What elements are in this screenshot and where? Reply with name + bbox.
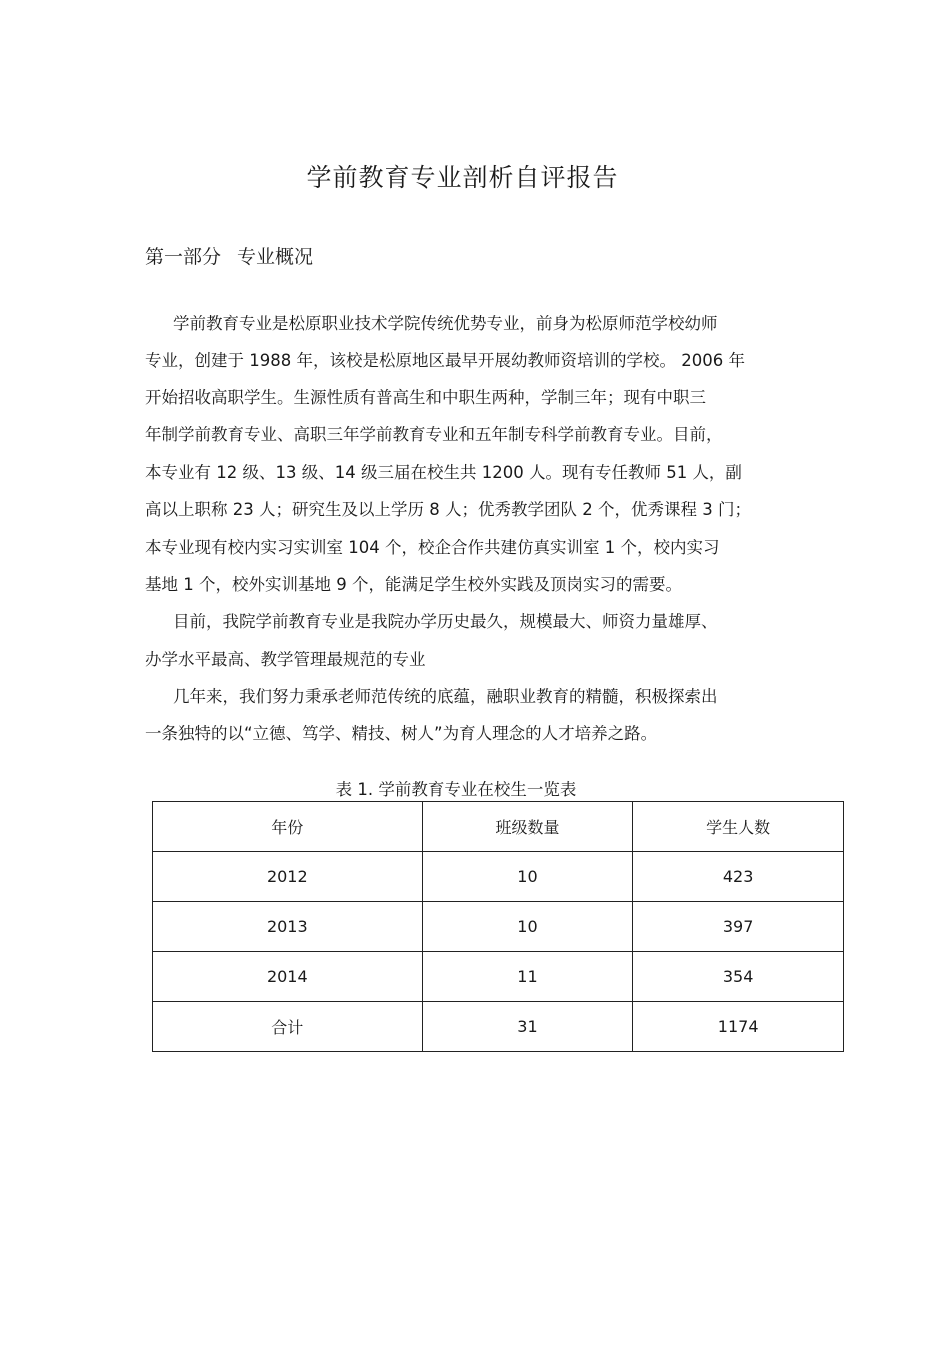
cell-class-count: 10	[422, 902, 633, 952]
paragraph-line: 年制学前教育专业、高职三年学前教育专业和五年制专科学前教育专业。目前，	[145, 425, 723, 444]
paragraph-line: 一条独特的以“立德、笃学、精技、树人”为育人理念的人才培养之路。	[145, 724, 658, 743]
cell-year: 2013	[153, 902, 423, 952]
cell-year: 2014	[153, 952, 423, 1002]
section-heading	[145, 242, 313, 269]
cell-class-count: 10	[422, 852, 633, 902]
table-caption: 表 1. 学前教育专业在校生一览表	[335, 780, 577, 799]
table-total-row	[153, 1002, 844, 1052]
cell-year: 2012	[153, 852, 423, 902]
paragraph-line: 开始招收高职学生。生源性质有普高生和中职生两种，学制三年；现有中职三	[145, 388, 706, 407]
students-table	[152, 801, 844, 1052]
header-student-count: 学生人数	[633, 802, 844, 852]
table-row	[153, 952, 844, 1002]
cell-class-count: 11	[422, 952, 633, 1002]
paragraph-line: 本专业现有校内实习实训室 104 个，校企合作共建仿真实训室 1 个，校内实习	[145, 538, 720, 557]
paragraph-line: 本专业有 12 级、13 级、14 级三届在校生共 1200 人。现有专任教师 51 人，副	[145, 463, 742, 482]
paragraph-line: 目前，我院学前教育专业是我院办学历史最久，规模最大、师资力量雄厚、	[173, 612, 718, 631]
cell-student-count: 423	[633, 852, 844, 902]
document-title: 学前教育专业剖析自评报告	[306, 163, 619, 192]
paragraph-line: 基地 1 个，校外实训基地 9 个，能满足学生校外实践及顶岗实习的需要。	[145, 575, 682, 594]
header-class-count: 班级数量	[422, 802, 633, 852]
paragraph-line: 高以上职称 23 人；研究生及以上学历 8 人；优秀教学团队 2 个，优秀课程 3 门；	[145, 500, 751, 519]
paragraph-line: 办学水平最高、教学管理最规范的专业	[145, 650, 426, 669]
section-name: 专业概况	[237, 246, 314, 268]
table-row	[153, 902, 844, 952]
paragraph-line: 几年来，我们努力秉承老师范传统的底蕴，融职业教育的精髓，积极探索出	[173, 687, 718, 706]
paragraph-line: 专业，创建于 1988 年，该校是松原地区最早开展幼教师资培训的学校。 2006 年	[145, 351, 745, 370]
cell-total-classes: 31	[422, 1002, 633, 1052]
header-year: 年份	[153, 802, 423, 852]
paragraph-line: 学前教育专业是松原职业技术学院传统优势专业，前身为松原师范学校幼师	[173, 314, 718, 333]
cell-student-count: 354	[633, 952, 844, 1002]
table-row	[153, 852, 844, 902]
section-part-label: 第一部分	[145, 246, 222, 268]
cell-total-label: 合计	[153, 1002, 423, 1052]
table-header-row	[153, 802, 844, 852]
cell-student-count: 397	[633, 902, 844, 952]
cell-total-students: 1174	[633, 1002, 844, 1052]
